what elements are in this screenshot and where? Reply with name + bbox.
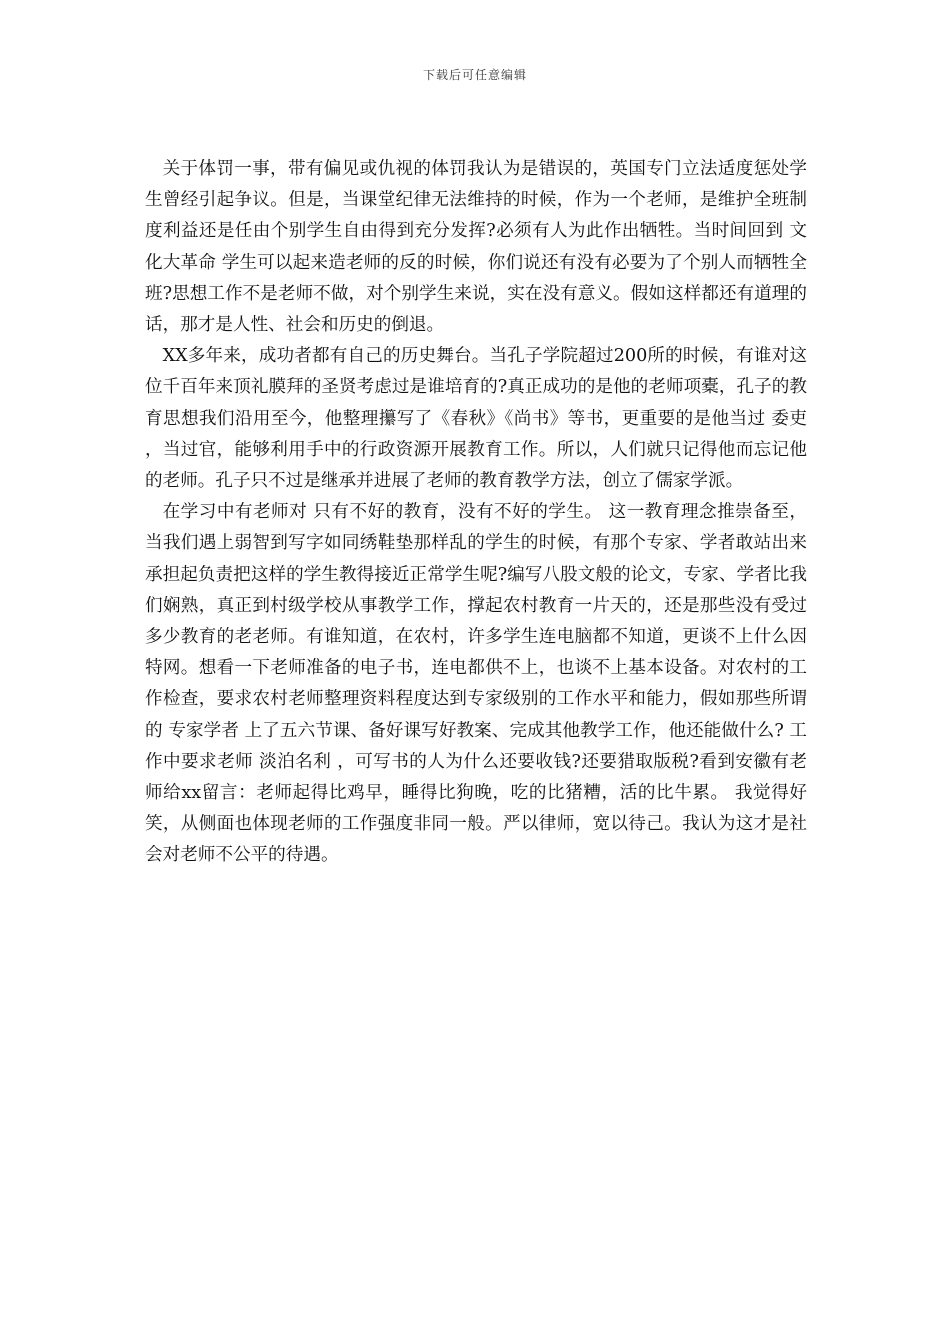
paragraph-confucius: XX多年来，成功者都有自己的历史舞台。当孔子学院超过200所的时候，有谁对这位千百年来顶礼膜拜的圣贤考虑过是谁培育的?真正成功的是他的老师项橐，孔子的教育思想我们沿用至今，他整理攥写了《春秋》《尚书》等书，更重要的是他当过 委吏 ，当过官，能够利用手中的行政资源开展教育工作。所以，人们就只记得他而忘记他的老师。孔子只不过是继承并进展了老师的教育教学方法，创立了儒家学派。 <box>145 346 807 492</box>
paragraph-corporal-punishment: 关于体罚一事，带有偏见或仇视的体罚我认为是错误的，英国专门立法适度惩处学生曾经引起争议。但是，当课堂纪律无法维持的时候，作为一个老师，是维护全班制度利益还是任由个别学生自由得到充分发挥?必须有人为此作出牺牲。当时间回到 文化大革命 学生可以起来造老师的反的时候，你们说还有没有必要为了个别人而牺牲全班?思想工作不是老师不做，对个别学生来说，实在没有意义。假如这样都还有道理的话，那才是人性、社会和历史的倒退。 <box>145 159 807 336</box>
page-header: 下载后可任意编辑 <box>422 68 527 82</box>
paragraph-rural-teachers: 在学习中有老师对 只有不好的教育，没有不好的学生。 这一教育理念推崇备至，当我们遇上弱智到写字如同绣鞋垫那样乱的学生的时候，有那个专家、学者敢站出来承担起负责把这样的学生教得接近正常学生呢?编写八股文般的论文，专家、学者比我们娴熟，真正到村级学校从事教学工作，撑起农村教育一片天的，还是那些没有受过多少教育的老老师。有谁知道，在农村，许多学生连电脑都不知道，更谈不上什么因特网。想看一下老师准备的电子书，连电都供不上，也谈不上基本设备。对农村的工作检查，要求农村老师整理资料程度达到专家级别的工作水平和能力，假如那些所谓的 专家学者 上了五六节课、备好课写好教案、完成其他教学工作，他还能做什么? 工作中要求老师 淡泊名利 ，可写书的人为什么还要收钱?还要猎取版税?看到安徽有老师给xx留言：老师起得比鸡早，睡得比狗晚，吃的比猪糟，活的比牛累。 我觉得好笑，从侧面也体现老师的工作强度非同一般。严以律师，宽以待己。我认为这才是社会对老师不公平的待遇。 <box>145 502 807 866</box>
document-body <box>145 154 807 872</box>
